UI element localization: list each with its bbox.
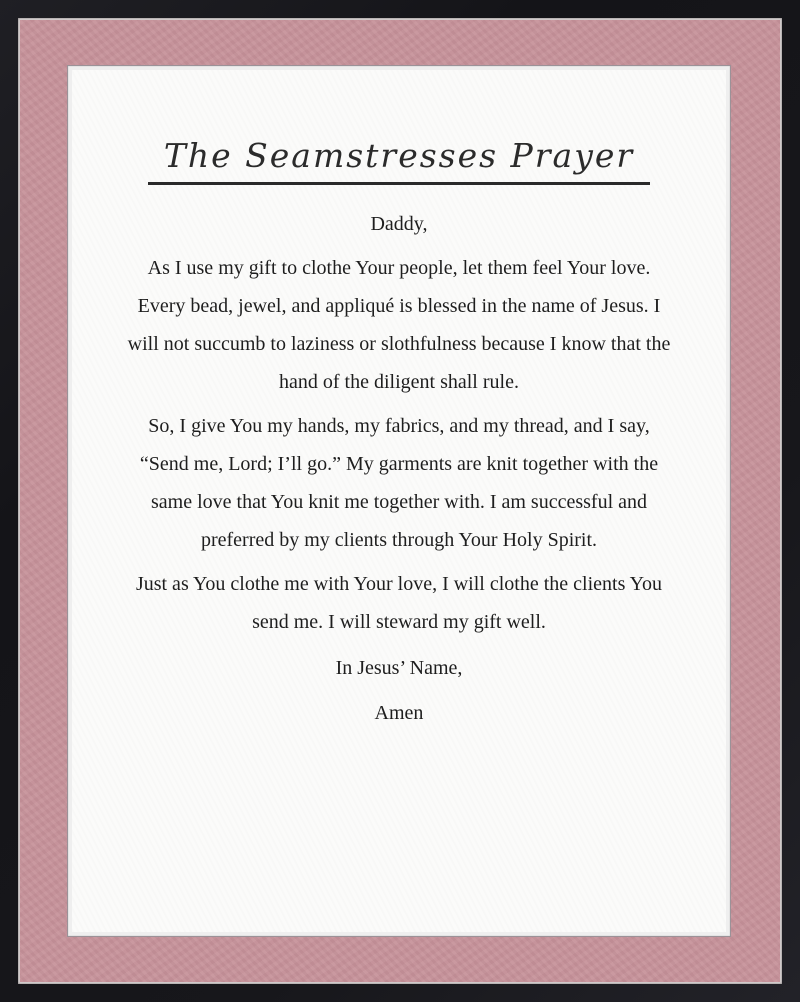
prayer-document (72, 70, 726, 932)
mat-border (20, 20, 780, 982)
mat-bevel (68, 66, 730, 936)
prayer-paragraph-2: So, I give You my hands, my fabrics, and my thread, and I say, “Send me, Lord; I’ll go.” My garments are knit together with the same love that You knit me together with. I am successful and preferred by my clients through Your Holy Spirit. (139, 415, 659, 551)
frame-liner (18, 18, 782, 984)
document-title: The Seamstresses Prayer (148, 136, 650, 185)
prayer-paragraph-3: Just as You clothe me with Your love, I will clothe the clients You send me. I will steward my gift well. (135, 573, 663, 633)
salutation: Daddy, (370, 213, 428, 235)
prayer-paragraph-1: As I use my gift to clothe Your people, let them feel Your love. Every bead, jewel, and appliqué is blessed in the name of Jesus. I will not succumb to laziness or slothfulness because I know that the hand of the diligent shall rule. (127, 257, 671, 393)
signoff-line: Amen (374, 702, 424, 724)
closing-line: In Jesus’ Name, (335, 657, 463, 679)
